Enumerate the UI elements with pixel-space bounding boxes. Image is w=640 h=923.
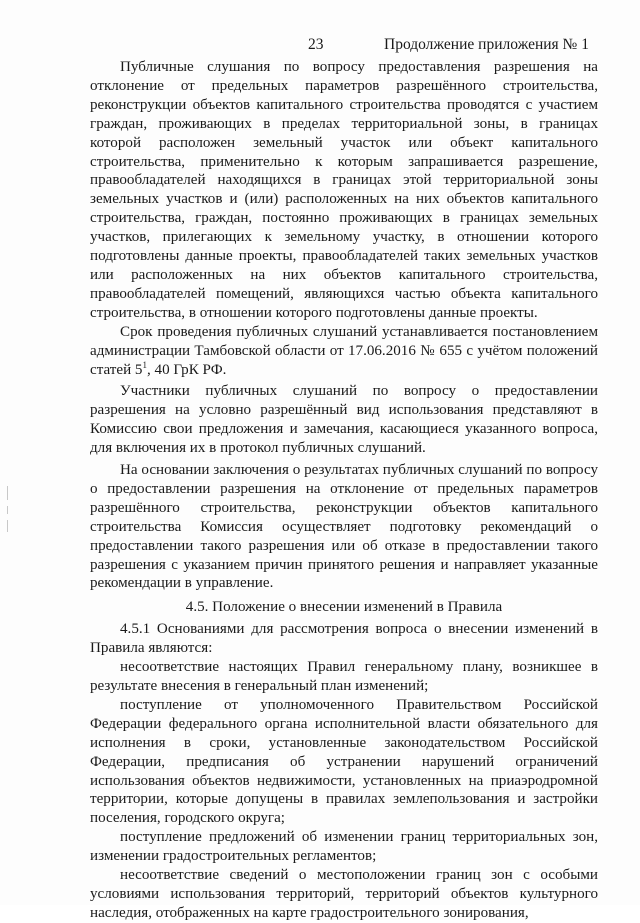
page-header [0,36,640,56]
paragraph-conditional-use-proposals: Участники публичных слушаний по вопросу о предоставлении разрешения на условно разрешённый вид использования представляют в Комиссию свои предложения и замечания, касающиеся указанного вопроса, для включения их в протокол публичных слушаний. [90,383,598,457]
section-intro: 4.5.1 Основаниями для рассмотрения вопроса о внесении изменений в Правила являются: [90,621,598,657]
document-body [90,58,598,923]
paragraph-hearings-term [90,323,598,380]
paragraph-hearings-term-text: Срок проведения публичных слушаний устанавливается постановлением администрации Тамбовской области от 17.06.2016 № 655 с учётом положений статей 5 [90,323,598,378]
page-number: 23 [308,36,324,53]
binding-margin-mark [7,506,8,514]
binding-margin-mark [7,486,8,500]
running-title: Продолжение приложения № 1 [384,36,589,53]
paragraph-commission-recommendations: На основании заключения о результатах публичных слушаний по вопросу о предоставлении разрешения на отклонение от предельных параметров разрешённого строительства, реконструкции объектов капитального строительства Комиссия осуществляет подготовку рекомендаций о предоставлении такого разрешения или об отказе в предоставлении такого разрешения с указанием причин принятого решения и направляет указанные рекомендации в управление. [90,462,598,592]
paragraph-public-hearings-participants: Публичные слушания по вопросу предоставления разрешения на отклонение от предельных параметров разрешённого строительства, реконструкции объектов капитального строительства проводятся с участием граждан, проживающих в пределах территориальной зоны, в границах которой расположен земельный участок или объект капитального строительства, применительно к которым запрашивается разрешение, правообладателей находящихся в границах этой территориальной зоны земельных участков и (или) расположенных на них объектов капитального строительства, граждан, постоянно проживающих в границах земельных участков, прилегающих к земельному участку, в отношении которого подготовлены данные проекты, правообладателей таких земельных участков или расположенных на них объектов капитального строительства, правообладателей помещений, являющихся частью объекта капитального строительства, в отношении которого подготовлены данные проекты. [90,59,598,321]
list-item: поступление от уполномоченного Правительством Российской Федерации федерального органа исполнительной власти обязательного для исполнения в сроки, установленные законодательством Российской Федерации, предписания об устранении нарушений ограничений использования объектов недвижимости, установленных на приаэродромной территории, которые допущены в правилах землепользования и застройки поселения, городского округа; [90,696,598,827]
paragraph-hearings-term-tail: , 40 ГрК РФ. [146,361,227,378]
section-heading: 4.5. Положение о внесении изменений в Правила [185,599,503,616]
list-item: поступление предложений об изменении границ территориальных зон, изменении градостроительных регламентов; [90,829,598,865]
article-superscript: 1 [142,359,147,370]
list-item: несоответствие настоящих Правил генеральному плану, возникшее в результате внесения в генеральный план изменений; [90,659,598,694]
binding-margin-mark [7,520,8,532]
list-item: несоответствие сведений о местоположении границ зон с особыми условиями использования территорий, территорий объектов культурного наследия, отображенных на карте градостроительного зонирования, [90,867,598,921]
